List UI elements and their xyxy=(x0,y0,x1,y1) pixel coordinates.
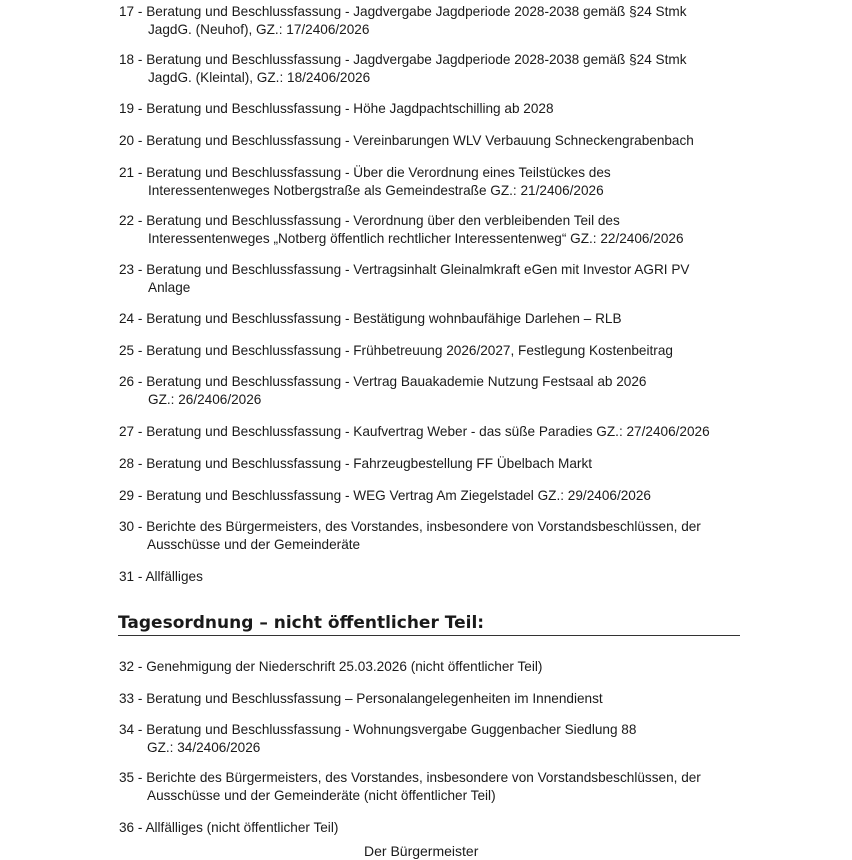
signature-label: Der Bürgermeister xyxy=(364,843,479,859)
item-line-continued: GZ.: 34/2406/2026 xyxy=(147,740,261,755)
item-line-continued: Ausschüsse und der Gemeinderäte xyxy=(147,537,361,552)
agenda-item-20 xyxy=(119,132,759,150)
item-line-continued: JagdG. (Kleintal), GZ.: 18/2406/2026 xyxy=(148,70,371,85)
item-line: 24 - Beratung und Beschlussfassung - Bestätigung wohnbaufähige Darlehen – RLB xyxy=(119,311,622,326)
item-line: 18 - Beratung und Beschlussfassung - Jagdvergabe Jagdperiode 2028-2038 gemäß §24 Stmk xyxy=(119,52,687,67)
item-line: 34 - Beratung und Beschlussfassung - Wohnungsvergabe Guggenbacher Siedlung 88 xyxy=(119,722,637,737)
item-line: 29 - Beratung und Beschlussfassung - WEG Vertrag Am Ziegelstadel GZ.: 29/2406/2026 xyxy=(119,488,651,503)
agenda-item-35 xyxy=(119,769,759,805)
section-heading-private: Tagesordnung – nicht öffentlicher Teil: xyxy=(118,612,740,636)
agenda-item-24 xyxy=(119,310,759,328)
item-line-continued: Anlage xyxy=(148,280,191,295)
item-line-continued: Ausschüsse und der Gemeinderäte (nicht öffentlicher Teil) xyxy=(147,788,496,803)
agenda-item-29 xyxy=(119,487,759,505)
agenda-item-27 xyxy=(119,423,759,441)
item-line: 36 - Allfälliges (nicht öffentlicher Teil) xyxy=(119,820,339,835)
agenda-item-21 xyxy=(119,164,759,200)
item-line: 26 - Beratung und Beschlussfassung - Vertrag Bauakademie Nutzung Festsaal ab 2026 xyxy=(119,374,647,389)
item-line: 21 - Beratung und Beschlussfassung - Über die Verordnung eines Teilstückes des xyxy=(119,165,611,180)
item-line: 33 - Beratung und Beschlussfassung – Personalangelegenheiten im Innendienst xyxy=(119,691,603,706)
agenda-item-18 xyxy=(119,51,759,87)
item-line: 20 - Beratung und Beschlussfassung - Vereinbarungen WLV Verbauung Schneckengrabenbach xyxy=(119,133,694,148)
agenda-item-17 xyxy=(119,3,759,39)
agenda-item-28 xyxy=(119,455,759,473)
agenda-item-32 xyxy=(119,658,759,676)
agenda-item-26 xyxy=(119,373,759,409)
item-line: 32 - Genehmigung der Niederschrift 25.03.2026 (nicht öffentlicher Teil) xyxy=(119,659,543,674)
item-line: 22 - Beratung und Beschlussfassung - Verordnung über den verbleibenden Teil des xyxy=(119,213,620,228)
agenda-item-36 xyxy=(119,819,759,837)
item-line: 35 - Berichte des Bürgermeisters, des Vorstandes, insbesondere von Vorstandsbeschlüssen, der xyxy=(119,770,701,785)
item-line: 19 - Beratung und Beschlussfassung - Höhe Jagdpachtschilling ab 2028 xyxy=(119,101,554,116)
item-line-continued: Interessentenweges „Notberg öffentlich rechtlicher Interessentenweg“ GZ.: 22/2406/2026 xyxy=(148,231,684,246)
item-line-continued: JagdG. (Neuhof), GZ.: 17/2406/2026 xyxy=(148,22,370,37)
item-line: 17 - Beratung und Beschlussfassung - Jagdvergabe Jagdperiode 2028-2038 gemäß §24 Stmk xyxy=(119,4,687,19)
agenda-item-25 xyxy=(119,342,759,360)
item-line: 31 - Allfälliges xyxy=(119,569,203,584)
item-line-continued: GZ.: 26/2406/2026 xyxy=(148,392,262,407)
agenda-item-22 xyxy=(119,212,759,248)
item-line: 28 - Beratung und Beschlussfassung - Fahrzeugbestellung FF Übelbach Markt xyxy=(119,456,593,471)
item-line: 30 - Berichte des Bürgermeisters, des Vorstandes, insbesondere von Vorstandsbeschlüssen, der xyxy=(119,519,701,534)
item-line: 27 - Beratung und Beschlussfassung - Kaufvertrag Weber - das süße Paradies GZ.: 27/2406/2026 xyxy=(119,424,710,439)
agenda-item-34 xyxy=(119,721,759,757)
item-line: 25 - Beratung und Beschlussfassung - Frühbetreuung 2026/2027, Festlegung Kostenbeitrag xyxy=(119,343,673,358)
agenda-item-30 xyxy=(119,518,759,554)
agenda-item-33 xyxy=(119,690,759,708)
item-line: 23 - Beratung und Beschlussfassung - Vertragsinhalt Gleinalmkraft eGen mit Investor AGRI PV xyxy=(119,262,690,277)
item-line-continued: Interessentenweges Notbergstraße als Gemeindestraße GZ.: 21/2406/2026 xyxy=(148,183,604,198)
agenda-item-23 xyxy=(119,261,759,297)
agenda-item-19 xyxy=(119,100,759,118)
agenda-item-31 xyxy=(119,568,759,586)
